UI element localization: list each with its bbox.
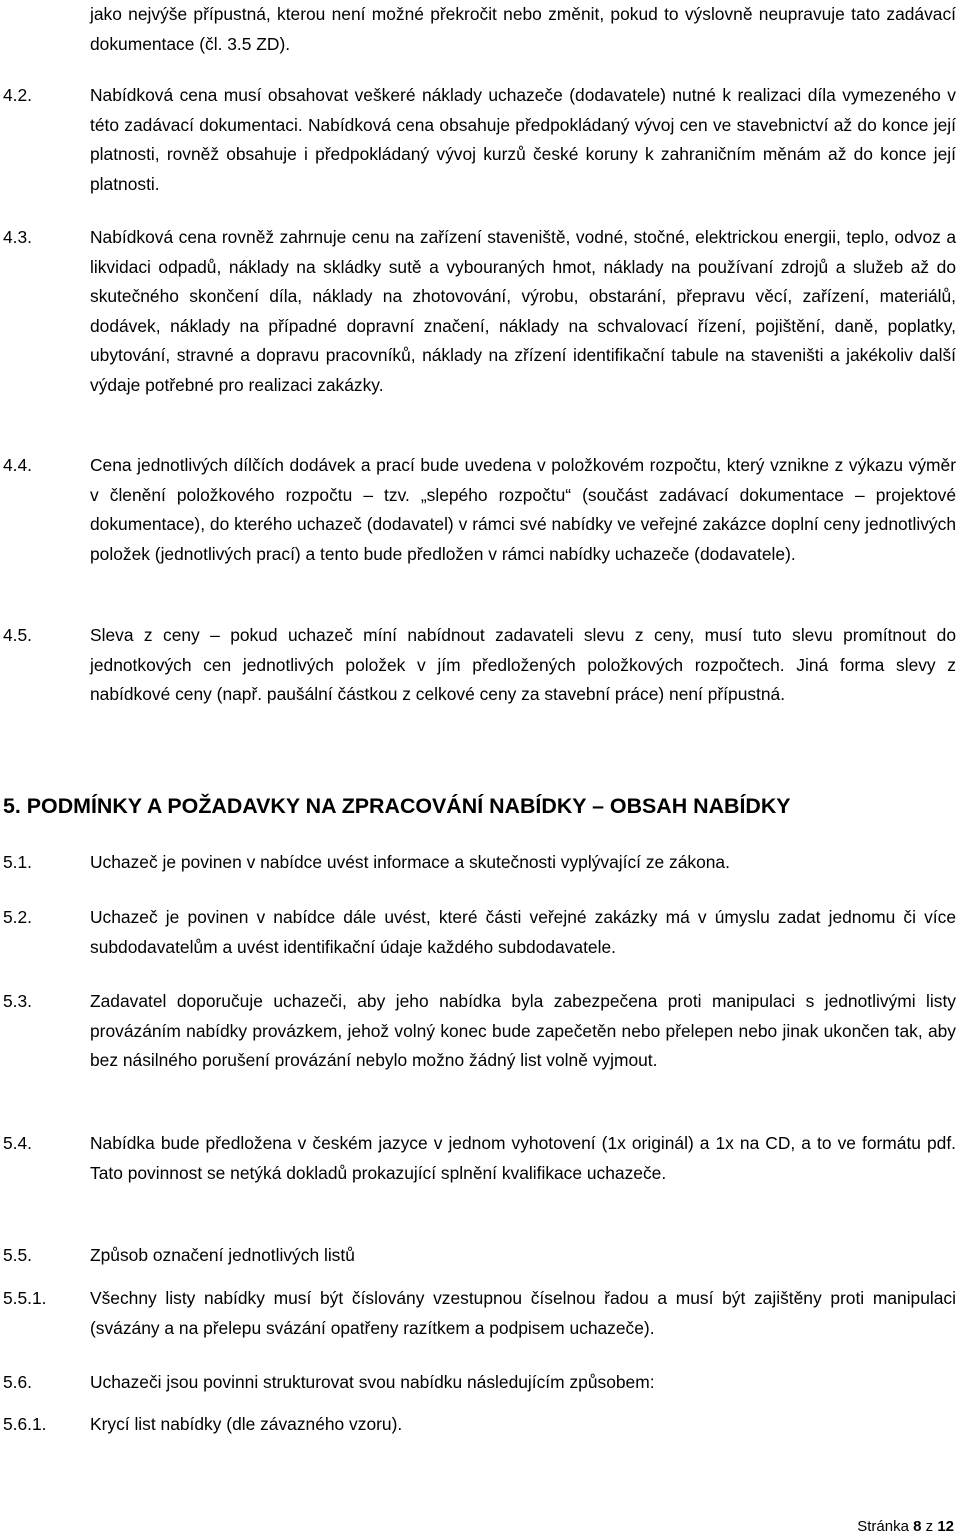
clause-text: Všechny listy nabídky musí být číslovány vzestupnou číselnou řadou a musí být zajištěny proti manipulaci (svázány a na přelepu svázání opatřeny razítkem a podpisem uchazeče). <box>90 1288 956 1338</box>
footer-page-label: Stránka <box>857 1518 909 1535</box>
clause-number: 5.6. <box>3 1372 33 1392</box>
clause-number: 5.6.1. <box>3 1414 47 1434</box>
clause-text: Uchazeč je povinen v nabídce dále uvést, které části veřejné zakázky má v úmyslu zadat jednomu či více subdodavatelům a uvést identifikační údaje každého subdodavatele. <box>90 907 956 957</box>
clause-number: 5.5.1. <box>3 1288 47 1308</box>
clause-number: 4.3. <box>3 227 33 247</box>
clause-number: 5.3. <box>3 991 33 1011</box>
clause-number: 5.4. <box>3 1133 33 1153</box>
clause-number: 4.4. <box>3 455 33 475</box>
clause-number: 5.5. <box>3 1245 33 1265</box>
intro-paragraph: jako nejvýše přípustná, kterou není možné překročit nebo změnit, pokud to výslovně neupravuje tato zadávací dokumentace (čl. 3.5 ZD). <box>90 4 956 54</box>
section-5-heading: 5. PODMÍNKY A POŽADAVKY NA ZPRACOVÁNÍ NABÍDKY – OBSAH NABÍDKY <box>3 794 791 818</box>
footer-page-number: 8 <box>913 1518 922 1535</box>
clause-number: 4.5. <box>3 625 33 645</box>
clause-text: Nabídková cena musí obsahovat veškeré náklady uchazeče (dodavatele) nutné k realizaci díla vymezeného v této zadávací dokumentaci. Nabídková cena obsahuje předpokládaný vývoj cen ve stavebnictví až do konce její platnosti, rovněž obsahuje i předpokládaný vývoj kurzů české koruny k zahraničním měnám až do konce její platnosti. <box>90 85 956 194</box>
clause-text: Krycí list nabídky (dle závazného vzoru). <box>90 1414 403 1434</box>
clause-text: Uchazeči jsou povinni strukturovat svou nabídku následujícím způsobem: <box>90 1372 655 1392</box>
footer-separator: z <box>925 1518 934 1535</box>
clause-number: 5.2. <box>3 907 33 927</box>
clause-text: Zadavatel doporučuje uchazeči, aby jeho nabídka byla zabezpečena proti manipulaci s jednotlivými listy provázáním nabídky provázkem, jehož volný konec bude zapečetěn nebo přelepen nebo jinak ukončen tak, aby bez násilného porušení provázání nebylo možno žádný list volně vyjmout. <box>90 991 956 1070</box>
clause-number: 5.1. <box>3 852 33 872</box>
footer-page-total: 12 <box>937 1518 954 1535</box>
clause-text: Cena jednotlivých dílčích dodávek a prací bude uvedena v položkovém rozpočtu, který vznikne z výkazu výměr v členění položkového rozpočtu – tzv. „slepého rozpočtu“ (součást zadávací dokumentace – projektové dokumentace), do kterého uchazeč (dodavatel) v rámci své nabídky ve veřejné zakázce doplní ceny jednotlivých položek (jednotlivých prací) a tento bude předložen v rámci nabídky uchazeče (dodavatele). <box>90 455 956 564</box>
clause-number: 4.2. <box>3 85 33 105</box>
page-footer <box>857 1517 954 1537</box>
clause-text: Nabídka bude předložena v českém jazyce v jednom vyhotovení (1x originál) a 1x na CD, a to ve formátu pdf. Tato povinnost se netýká dokladů prokazující splnění kvalifikace uchazeče. <box>90 1133 956 1183</box>
clause-text: Způsob označení jednotlivých listů <box>90 1245 355 1265</box>
clause-text: Sleva z ceny – pokud uchazeč míní nabídnout zadavateli slevu z ceny, musí tuto slevu promítnout do jednotkových cen jednotlivých položek v jím předložených položkových rozpočtech. Jiná forma slevy z nabídkové ceny (např. paušální částkou z celkové ceny za stavební práce) není přípustná. <box>90 625 956 704</box>
clause-text: Nabídková cena rovněž zahrnuje cenu na zařízení staveniště, vodné, stočné, elektrickou energii, teplo, odvoz a likvidaci odpadů, náklady na skládky sutě a vybouraných hmot, náklady na používaní zdrojů a služeb až do skutečného skončení díla, náklady na zhotovování, výrobu, obstarání, přepravu věcí, zařízení, materiálů, dodávek, náklady na případné dopravní značení, náklady na schvalovací řízení, pojištění, daně, poplatky, ubytování, stravné a dopravu pracovníků, náklady na zřízení identifikační tabule na staveništi a jakékoliv další výdaje potřebné pro realizaci zakázky. <box>90 227 956 395</box>
clause-text: Uchazeč je povinen v nabídce uvést informace a skutečnosti vyplývající ze zákona. <box>90 852 730 872</box>
